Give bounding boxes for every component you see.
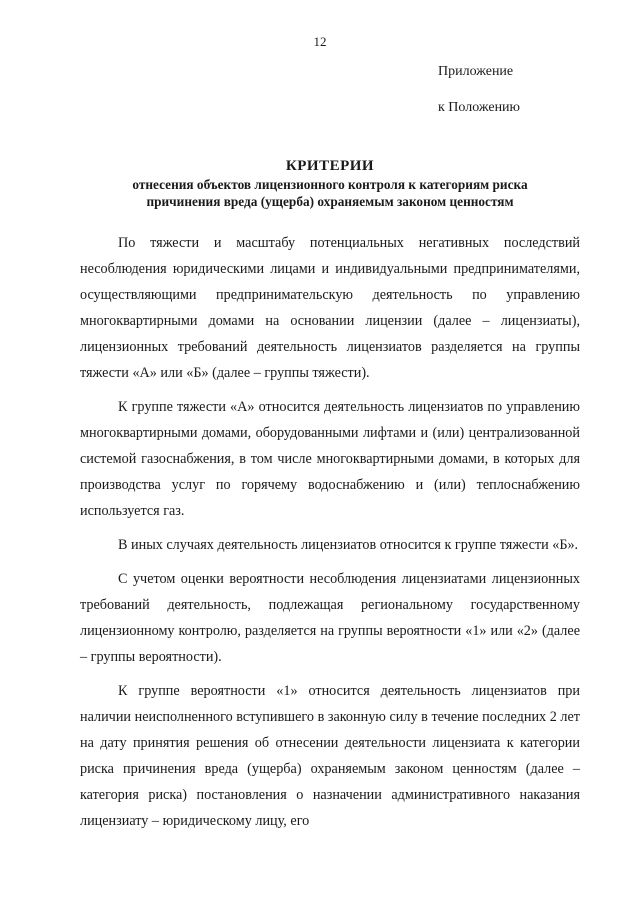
paragraph-severity-group-a: К группе тяжести «А» относится деятельность лицензиатов по управлению многоквартирными домами, оборудованными лифтами и (или) централизованной системой газоснабжения, в том числе многоквартирными домами, в которых для производства услуг по горячему водоснабжению и (или) теплоснабжению используется газ.	[80, 399, 580, 519]
document-title: КРИТЕРИИ	[285, 158, 375, 174]
document-subtitle: отнесения объектов лицензионного контроля к категориям риска причинения вреда (ущерба) охраняемым законом ценностям	[132, 177, 528, 209]
appendix-reference	[438, 64, 520, 116]
document-heading	[100, 157, 560, 210]
paragraph-probability-groups: С учетом оценки вероятности несоблюдения лицензиатами лицензионных требований деятельность, подлежащая региональному государственному лицензионному контролю, разделяется на группы вероятности «1» или «2» (далее – группы вероятности).	[80, 571, 580, 665]
appendix-regulation-ref: к Положению	[438, 100, 521, 115]
page-number: 12	[313, 34, 327, 49]
appendix-label: Приложение	[438, 64, 514, 79]
paragraph-severity-groups: По тяжести и масштабу потенциальных негативных последствий несоблюдения юридическими лицами и индивидуальными предпринимателями, осуществляющими предпринимательскую деятельность по управлению многоквартирными домами на основании лицензии (далее – лицензиаты), лицензионных требований деятельность лицензиатов разделяется на группы тяжести «А» или «Б» (далее – группы тяжести).	[80, 235, 580, 381]
paragraph-severity-group-b: В иных случаях деятельность лицензиатов относится к группе тяжести «Б».	[118, 537, 579, 553]
document-body	[80, 230, 580, 834]
paragraph-probability-group-1: К группе вероятности «1» относится деятельность лицензиатов при наличии неисполненного вступившего в законную силу в течение последних 2 лет на дату принятия решения об отнесении деятельности лицензиата к категории риска причинения вреда (ущерба) охраняемым законом ценностям (далее – категория риска) постановления о назначении административного наказания лицензиату – юридическому лицу, его	[80, 683, 580, 829]
